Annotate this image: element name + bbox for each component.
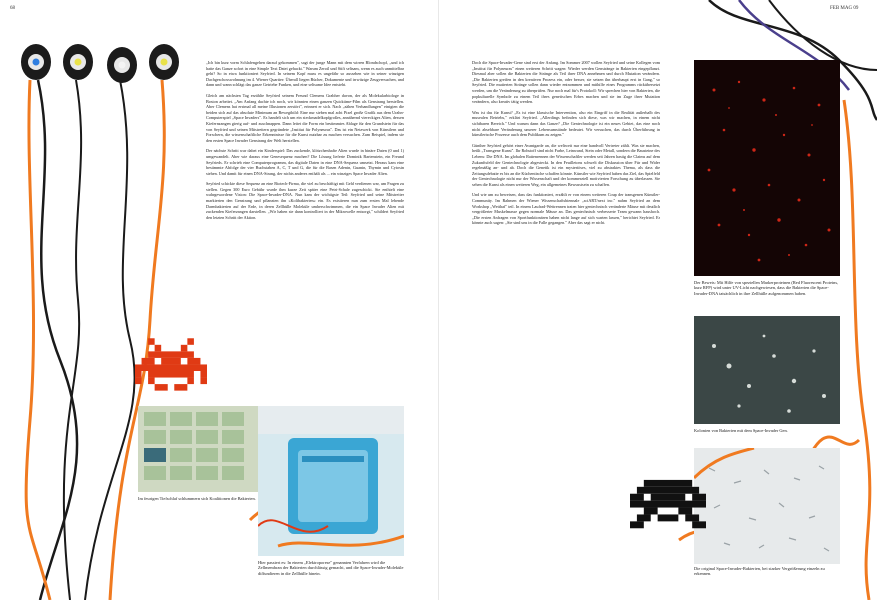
page-number-right: FEB MAG 09: [830, 6, 859, 11]
space-invader-icon: [135, 335, 207, 407]
earbud-left-3: [107, 47, 137, 83]
text-column-left: [206, 60, 404, 225]
space-invader-icon: [630, 478, 706, 544]
paragraph: Gleich am nächsten Tag erzählte Seyfried seinem Freund Clemens Grabher davon, der als Molekularbiologe in Boston arbeitet. „Am Anfang dachte ich noch, wir könnten einen ganzen Quicktime-Film als Genstrang herstellen. Aber Clemens hat erstmal all meine Illusionen zerstört", erinnert er sich. Nach „zähen Verhandlungen" einigten die beiden sich auf das absolute Minimum an Bewegtbild: Eine nur sieben mal acht Pixel große Grafik aus dem Urahn-Computerspiel „Space Invaders". Es handelt sich um ein steckmadelkopfgroßes, annähernd viereckiges Alien, dessen Kiefernzangen gierig auf- und zuschnappen. Dann leitet die Form ein bestimmtes Ablage für den Grundstein für das von Seyfried und seinen Mitstreitern gegründete „Institut für Polyneuras". Das ist ein Netzwerk von Künstlern und Forschern, die wissenschaftliche Erkenntnisse für die Kunst nutzbar zu machen versuchen. Zum Beispiel, indem sie den ersten Space Invader Genstrang der Welt herstellen.: [206, 92, 404, 143]
microscope-photo: [694, 448, 840, 564]
earbud-left-4: [149, 44, 179, 80]
caption-tray: Im feurigen Tiefschlaf schlummern sich Koalitionen die Bakterien.: [138, 496, 256, 501]
colonies-photo: [694, 316, 840, 424]
text-column-right: [472, 60, 660, 231]
caption-micro: Die original Space-Invader-Bakterien, bei starker Vergrößerung einzeln zu erkennen.: [694, 566, 825, 577]
paragraph: Der nächste Schritt war dabei ein Kinderspiel: Das zuckende, klötzchenhafte Alien wurde in binäre Daten (0 und 1) umgewandelt. Aber wie daraus eine Genesequenz machen? Die Lösung lieferte Dominik Bartenstein, ein Freund Seyfrieds. Er schrieb eine Computerprogramm, das digitale Daten in eine DNA-Sequenz umsetzt. Heraus kam eine bestimmte Abfolge der vier Buchstaben A, C, T und G, die für die Basen Adenin, Guanin, Thymin und Cytosin stehen. Und damit für einen DNA-Strang, der nichts anderes enthält als ... ein winziges Space Invader Alien.: [206, 148, 404, 176]
paragraph: Was ist das für Kunst? „Es ist eine klassische Intervention, also ein Eingriff in die Realität außerhalb des musealen Betriebs," erklärt Seyfried. „Allerdings befinden sich diese, was wir machen, in einem nicht sichtbaren Bereich." Und warum dann das Ganze? „Die Gentechnologie ist ein neues Gebiet, das eine noch nicht absehbare Veränderung unserer Lebensumstände bedeutet. Wir versuchen, das durch Überführung in künstlerische Prozesse auch dem Publikum zu zeigen.": [472, 109, 660, 138]
caption-fluorescence: Der Beweis: Mit Hilfe von speziellen Markerproteinen (Red Fluorescent Proteins, kurz RFP) wird unter UV-Licht nachgewiesen, dass die Bakterien die Space-Invader-DNA tatsächlich in ihre Zellhülle aufgenommen haben.: [694, 280, 839, 296]
earbud-left-1: [21, 44, 51, 80]
paragraph: Doch die Space-Invader-Gene sind erst der Anfang. Im Sommer 2007 wollen Seyfried und seine Kollegen vom „Institut für Polyneuras" einen weiteren Schritt wagen: Wieder werden Genstränge in Bakterien eingepflanzt. Diesmal aber sollen die Bakterien die Stränge als Teil ihrer DNA annehmen und durch Mutation verändern. „Die Bakterien greifen in den kreativen Prozess ein, oder besser, sie setzen ihn überhaupt erst in Gang," so Seyfried. Die mutierten Stränge sollen dann wieder entnommen und mithilfe eines Programms rückübersetzt werden, um die Veränderung zu überprüfen. Nur noch mal für's Protokoll: Wir sprechen hier von Bakterien, die popkulturelle Symbole zu einem Teil ihres genetischen Erbes machen und sie im Zuge ihrer Mutation verändern, also kreativ tätig werden.: [472, 60, 660, 105]
caption-colonies: Kolonien von Bakterien mit dem Space-Invader Gen.: [694, 428, 788, 433]
earbud-left-2: [63, 44, 93, 80]
paragraph: Und wie um zu beweisen, dass das funktioniert, erzählt er von einem weiteren Coup der transgenen Künstler-Community. Im Rahmen der Wiener Wissenschaftsbiennale „sciART/next inc." nahm Seyfried an dem Workshop „Wetthaf" teil. In einem Laufrad-Wettrennen traten hier gentechnisch veränderte Mäuse mit deutlich vergrößerter Muskelmasse gegen normale Mäuse an. Das gentechnisch verbesserte Team gewann haushoch. „Die ersten Anfragen von Sportfunktionären haben nicht lange auf sich warten lassen," berichtet Seyfried. Er könnte auch sagen: „Sie sind uns in die Falle gegangen." Aber das sagt er nicht.: [472, 192, 660, 226]
tray-photo: [138, 406, 258, 492]
caption-gel: Hier passiert es: In einem „Elektroporese" genannten Verfahren wird die Zellmembran der Bakterien durchlässig gemacht, und die Space-Invader-Moleküle diffundieren in die Zellhülle hinein.: [258, 560, 404, 576]
paragraph: Seyfried schickte diese Sequenz an eine Biotech-Firma, die viel zu beschäftigt mit Geld verdienen war, um Fragen zu stellen. Gegen 300 Euro Gebühr wurde ihm kurze Zeit später eine Petri-Schale zugeschickt. Sie enthielt eine wahrgewordene Vision: Die Space-Invader-DNA. Nun kam der wichtigste Teil: Seyfried und seine Mitstreiter markierten den Genstrang und pflanzten ihn »Kolibakterien« ein. Es existieren nun zum ersten Mal lebende Darmbakterien auf der Erde, in deren Zellhülle Moleküle umherschwimmen, die ein Space Invader Alien mit zuckenden Kieferzangen darstellen. „Wir haben sie dann kontrolliert in der Mikrowelle entsorgt," schildert Seyfried den letzten Schritt der Aktion.: [206, 181, 404, 220]
fluorescence-photo: [694, 60, 840, 276]
gel-photo: [258, 406, 404, 556]
page-number-left: 68: [10, 6, 15, 11]
paragraph: „Ich bin kurz vorm Schlafengehen darauf gekommen", sagt der junge Mann mit dem wirren Blondschopf, „und ich hatte das Ganze sofort in eine Simple Text Datei gehackt." Warum Zeroil und Stift seltsam, wenn es auch unmittelbar geht? So in etwa funktioniert Seyfried. In seinem Kopf muss es ungefähr so aussehen wie in seiner winzigen Dachgeschosswohnung im 4. Wiener Quartier: Überall liegen Bücher, Dokumente und irrwitzige Zeugversuchen, und dann und wann schlägt das ganze Getriebe Funken, und eine seltsame Idee entsteht.: [206, 60, 404, 88]
paragraph: Günther Seyfried gehört einer Avantgarde an, die weltweit nur eine handvoll Vertreter zählt. Was sie machen, heißt „Transgene Kunst". Ihr Rohstoff sind nicht Farbe, Leinwand, Stein oder Metall, sondern die Bausteine des Lebens: Die DNA. Im globalen Rattenrennen der Wissenschaftler werden seit Jahren hastig die Claims auf dem Zukunftsfeld der Gentechnologie abgesteckt. In den Feuilletons schwelt die Diskussion über Für und Wider regelmäßig an- und ab. Doch die Genetik ist ein mysteriöses, viel zu abstraktes Thema, als dass die Zeitungsdebatte es bis an die Küchentische schaffen könnte. Künstler wie Seyfried haben das Ziel, das Spielfeld der Gentechnologie nicht nur der Wissenschaft und der kommerziell motivierten Forschung zu überlassen. Sie sehen die Kunst als einen weiteren Weg, ein allgemeines Bewusstsein zu schaffen.: [472, 142, 660, 187]
